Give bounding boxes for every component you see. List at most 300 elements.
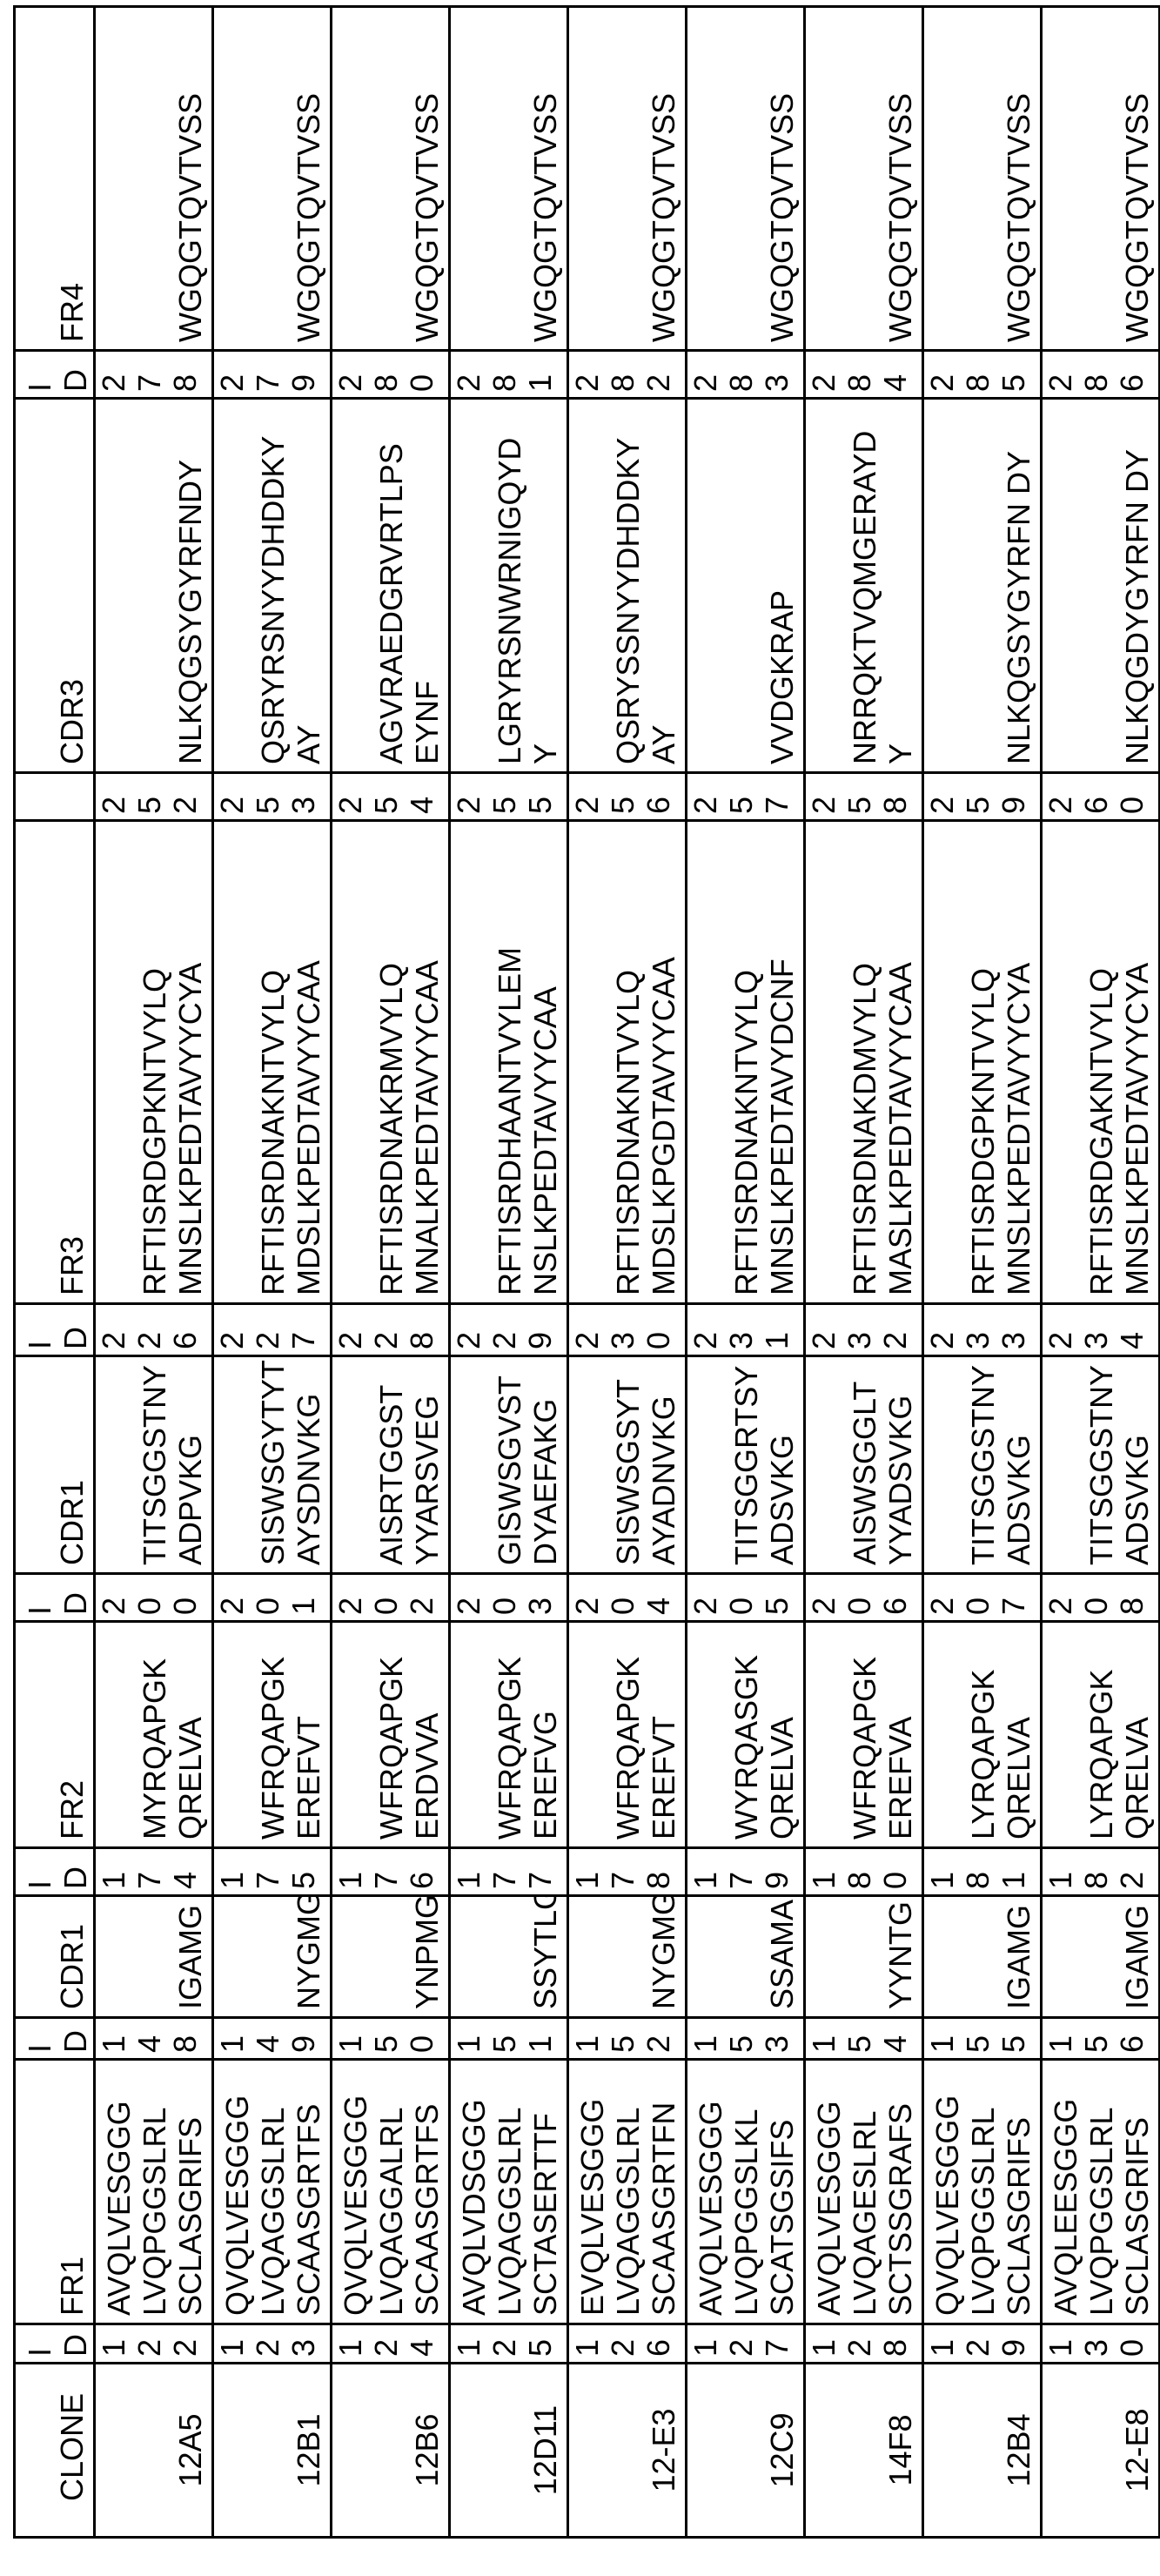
sequence-line: AGVRAEDGRVRTLPS [373,407,409,764]
sequence-line: AVQLVESGGG [811,2068,847,2316]
seq-id-cell [805,1848,923,1896]
cdr3-sequence [95,399,213,773]
cdr1-sequence [450,1896,568,2018]
sequence-line: QRELVA [1119,1630,1155,1840]
fr1-sequence [687,2060,805,2324]
fr2-sequence [450,1622,568,1848]
seq-id-number: 285 [924,373,1031,392]
header-label: ID [22,1870,93,1889]
seq-id-number: 130 [1043,2337,1150,2357]
sequence-line: QSRYRSNYYDHDDKY [255,407,291,764]
sequence-line: ADSVKG [1119,1364,1155,1565]
sequence-line: Y [882,407,918,764]
sequence-line: WGQGTQVTVSS [1001,15,1036,342]
sequence-line: LYRQAPGK [1083,1630,1119,1840]
sequence-line: QVQLVESGGG [338,2068,373,2316]
seq-id-cell [1042,2018,1160,2060]
seq-id-number: 181 [924,1870,1031,1889]
seq-id-number: 148 [96,2034,203,2053]
seq-id-number: 230 [569,1330,676,1349]
cdr1-sequence [923,1896,1042,2018]
header-fr3: FR3 [15,821,95,1304]
sequence-line: AYADNVKG [646,1364,681,1565]
sequence-line: YYNTG [882,1904,918,2009]
seq-id-number: 127 [687,2337,795,2357]
header-seq-id [15,1304,95,1356]
seq-id-cell [923,1304,1042,1356]
table-row [923,7,1042,2538]
sequence-line: NLKQGSYGYRFN DY [1001,407,1036,764]
seq-id-cell [95,2324,213,2364]
seq-id-cell [450,351,568,399]
fr1-sequence [95,2060,213,2324]
seq-id-number: 229 [451,1330,558,1349]
seq-id-number: 207 [924,1596,1031,1615]
sequence-line: NRRQKTVQMGERAYD [847,407,882,764]
sequence-line: SCTSSGRAFS [882,2068,918,2316]
sequence-line: QRELVA [172,1630,208,1840]
fr4-sequence [1042,7,1160,351]
sequence-line: SCLASGRIFS [1119,2068,1155,2316]
sequence-line: WGQGTQVTVSS [646,15,681,342]
clone-name: 12B6 [332,2364,450,2538]
seq-id-number: 233 [924,1330,1031,1349]
sequence-line: RFTISRDHAANTVYLEM [492,829,527,1295]
clone-name: 12-E3 [568,2364,687,2538]
sequence-line: ADSVKG [764,1364,800,1565]
sequence-line: SSYTLG [527,1904,563,2009]
seq-id-cell [805,2324,923,2364]
table-row [568,7,687,2538]
sequence-line: ADSVKG [1001,1364,1036,1565]
seq-id-cell [923,351,1042,399]
seq-id-cell [1042,1574,1160,1622]
sequence-line: LVQAGGALRL [373,2068,409,2316]
table-row [805,7,923,2538]
seq-id-cell [450,773,568,821]
seq-id-number: 282 [569,373,676,392]
sequence-line: AVQLVESGGG [101,2068,137,2316]
sequence-line: LYRQAPGK [965,1630,1001,1840]
seq-id-number: 129 [924,2337,1031,2357]
header-fr4: FR4 [15,7,95,351]
cdr3-sequence [568,399,687,773]
seq-id-number: 252 [96,795,203,814]
seq-id-cell [568,2018,687,2060]
clone-name: 14F8 [805,2364,923,2538]
seq-id-cell [332,1304,450,1356]
sequence-line: RFTISRDGPKNTVYLQ [137,829,172,1295]
seq-id-number: 253 [214,795,321,814]
sequence-line: YYADSVKG [882,1364,918,1565]
sequence-line: EREFVT [646,1630,681,1840]
seq-id-cell [687,1304,805,1356]
cdr1-sequence [687,1896,805,2018]
header-seq-id [15,773,95,821]
seq-id-number: 155 [924,2034,1031,2053]
seq-id-cell [332,351,450,399]
seq-id-cell [805,1304,923,1356]
seq-id-number: 205 [687,1596,795,1615]
sequence-line: WGQGTQVTVSS [172,15,208,342]
seq-id-number: 281 [451,373,558,392]
seq-id-number: 149 [214,2034,321,2053]
table-row [687,7,805,2538]
sequence-line: LVQAGGSLRL [492,2068,527,2316]
sequence-line: IGAMG [172,1904,208,2009]
fr4-sequence [568,7,687,351]
sequence-line: WGQGTQVTVSS [527,15,563,342]
fr2-sequence [805,1622,923,1848]
sequence-line: AY [291,407,326,764]
seq-id-number: 208 [1043,1596,1150,1615]
sequence-line: RFTISRDNAKNTVYLQ [255,829,291,1295]
seq-id-cell [1042,1848,1160,1896]
sequence-line: EVQLVESGGG [574,2068,610,2316]
header-label: ID [22,1596,93,1615]
cdr1-sequence [923,1356,1042,1574]
seq-id-number: 202 [332,1596,439,1615]
sequence-line: MNSLKPEDTAVYYCYA [1119,829,1155,1295]
cdr1-sequence [213,1356,332,1574]
sequence-line: WGQGTQVTVSS [764,15,800,342]
seq-id-cell [923,1574,1042,1622]
header-row [15,7,95,2538]
seq-id-cell [95,773,213,821]
seq-id-number: 201 [214,1596,321,1615]
header-cdr1: CDR1 [15,1356,95,1574]
seq-id-number: 178 [569,1870,676,1889]
seq-id-number: 256 [569,795,676,814]
sequence-line: MNSLKPEDTAVYDCNF [764,829,800,1295]
sequence-line: EREFVG [527,1630,563,1840]
header-fr1: FR1 [15,2060,95,2324]
sequence-line: RFTISRDNAKNTVYLQ [728,829,764,1295]
sequence-line: LVQPGGSLKL [728,2068,764,2316]
cdr1-sequence [1042,1896,1160,2018]
fr1-sequence [213,2060,332,2324]
seq-id-number: 259 [924,795,1031,814]
header-label: ID [22,2034,93,2053]
sequence-line: MYRQAPGK [137,1630,172,1840]
seq-id-number: 232 [806,1330,913,1349]
seq-id-number: 278 [96,373,203,392]
clone-name: 12B4 [923,2364,1042,2538]
seq-id-cell [923,1848,1042,1896]
seq-id-cell [687,1574,805,1622]
fr1-sequence [805,2060,923,2324]
sequence-line: YNPMG [409,1904,445,2009]
sequence-line: ADPVKG [172,1364,208,1565]
seq-id-number: 284 [806,373,913,392]
sequence-line: WGQGTQVTVSS [1119,15,1155,342]
sequence-line: LVQPGGSLRL [965,2068,1001,2316]
fr4-sequence [923,7,1042,351]
sequence-line: NLKQGSYGYRFNDY [172,407,208,764]
sequence-line: QVQLVESGGG [929,2068,965,2316]
sequence-line: MNSLKPEDTAVYYCYA [172,829,208,1295]
sequence-line: WFRQAPGK [610,1630,646,1840]
seq-id-number: 153 [687,2034,795,2053]
cdr3-sequence [450,399,568,773]
sequence-line: WGQGTQVTVSS [882,15,918,342]
header-label: ID [22,2337,93,2357]
cdr3-sequence [1042,399,1160,773]
sequence-line: ERDVVA [409,1630,445,1840]
seq-id-number: 182 [1043,1870,1150,1889]
sequence-line: DYAEFAKG [527,1364,563,1565]
clone-name: 12C9 [687,2364,805,2538]
fr2-sequence [923,1622,1042,1848]
table-row [213,7,332,2538]
sequence-line: WFRQAPGK [255,1630,291,1840]
sequence-line: WYRQASGK [728,1630,764,1840]
sequence-line: SCAASGRTFS [409,2068,445,2316]
seq-id-cell [213,773,332,821]
seq-id-number: 179 [687,1870,795,1889]
seq-id-cell [568,351,687,399]
sequence-line: WFRQAPGK [847,1630,882,1840]
sequence-line: WFRQAPGK [492,1630,527,1840]
sequence-line: AYSDNVKG [291,1364,326,1565]
seq-id-number: 176 [332,1870,439,1889]
seq-id-cell [568,1574,687,1622]
cdr3-sequence [923,399,1042,773]
table-row [1042,7,1160,2538]
seq-id-cell [332,2324,450,2364]
sequence-line: LVQAGESLRL [847,2068,882,2316]
cdr1-sequence [332,1356,450,1574]
seq-id-cell [450,2324,568,2364]
seq-id-cell [95,1848,213,1896]
header-cdr1: CDR1 [15,1896,95,2018]
seq-id-cell [213,1574,332,1622]
clone-name: 12A5 [95,2364,213,2538]
sequence-line: NLKQGDYGYRFN DY [1119,407,1155,764]
seq-id-cell [450,1574,568,1622]
seq-id-cell [805,2018,923,2060]
sequence-line: LVQAGGSLRL [610,2068,646,2316]
seq-id-cell [805,1574,923,1622]
fr2-sequence [95,1622,213,1848]
fr2-sequence [568,1622,687,1848]
seq-id-number: 128 [806,2337,913,2357]
cdr3-sequence [332,399,450,773]
cdr3-sequence [213,399,332,773]
fr2-sequence [687,1622,805,1848]
sequence-line: LVQAGGSLRL [255,2068,291,2316]
sequence-line: QRELVA [764,1630,800,1840]
header-seq-id [15,1848,95,1896]
sequence-line: QSRYSSNYYDHDDKY [610,407,646,764]
seq-id-number: 200 [96,1596,203,1615]
seq-id-cell [568,773,687,821]
sequence-line: EYNF [409,407,445,764]
table-row [450,7,568,2538]
sequence-line: IGAMG [1001,1904,1036,2009]
seq-id-cell [923,2018,1042,2060]
sequence-line: RFTISRDNAKRMVYLQ [373,829,409,1295]
cdr1-sequence [450,1356,568,1574]
seq-id-cell [687,351,805,399]
sequence-line: MDSLKPEDTAVYYCAA [291,829,326,1295]
sequence-line: RFTISRDNAKNTVYLQ [610,829,646,1295]
clone-name: 12B1 [213,2364,332,2538]
fr4-sequence [450,7,568,351]
sequence-line: SCLASGRIFS [1001,2068,1036,2316]
cdr1-sequence [568,1896,687,2018]
seq-id-number: 204 [569,1596,676,1615]
clone-name: 12-E8 [1042,2364,1160,2538]
sequence-line: NYGMG [291,1904,326,2009]
seq-id-number: 260 [1043,795,1150,814]
seq-id-cell [213,1848,332,1896]
clone-name: 12D11 [450,2364,568,2538]
seq-id-cell [332,1574,450,1622]
seq-id-cell [1042,2324,1160,2364]
seq-id-cell [450,1848,568,1896]
seq-id-cell [805,351,923,399]
sequence-line: GISWSGVST [492,1364,527,1565]
seq-id-number: 227 [214,1330,321,1349]
seq-id-cell [95,351,213,399]
sequence-table [13,5,1160,2539]
seq-id-number: 124 [332,2337,439,2357]
seq-id-cell [213,351,332,399]
seq-id-number: 206 [806,1596,913,1615]
fr2-sequence [213,1622,332,1848]
table-row [95,7,213,2538]
fr3-sequence [95,821,213,1304]
sequence-line: AY [646,407,681,764]
seq-id-number: 258 [806,795,913,814]
seq-id-cell [1042,351,1160,399]
cdr1-sequence [1042,1356,1160,1574]
sequence-line: SCTASERTTF [527,2068,563,2316]
seq-id-number: 226 [96,1330,203,1349]
seq-id-number: 203 [451,1596,558,1615]
sequence-line: LVQPGGSLRL [1083,2068,1119,2316]
fr3-sequence [332,821,450,1304]
seq-id-cell [332,773,450,821]
fr4-sequence [687,7,805,351]
sequence-line: TITSGGSTNY [137,1364,172,1565]
seq-id-cell [687,2324,805,2364]
seq-id-cell [213,2018,332,2060]
fr4-sequence [332,7,450,351]
seq-id-number: 152 [569,2034,676,2053]
sequence-line: QVQLVESGGG [219,2068,255,2316]
header-seq-id [15,351,95,399]
fr3-sequence [450,821,568,1304]
sequence-line: RFTISRDNAKDMVYLQ [847,829,882,1295]
fr3-sequence [1042,821,1160,1304]
sequence-line: SSAMA [764,1904,800,2009]
seq-id-cell [687,2018,805,2060]
cdr1-sequence [332,1896,450,2018]
seq-id-cell [332,1848,450,1896]
fr1-sequence [332,2060,450,2324]
seq-id-number: 231 [687,1330,795,1349]
cdr3-sequence [805,399,923,773]
sequence-line: SCAASGRTFN [646,2068,681,2316]
sequence-line: MDSLKPGDTAVYYCAA [646,829,681,1295]
fr1-sequence [450,2060,568,2324]
fr1-sequence [568,2060,687,2324]
seq-id-number: 177 [451,1870,558,1889]
seq-id-cell [332,2018,450,2060]
seq-id-cell [687,1848,805,1896]
seq-id-cell [95,2018,213,2060]
seq-id-cell [568,2324,687,2364]
sequence-line: AISRTGGST [373,1364,409,1565]
fr1-sequence [1042,2060,1160,2324]
sequence-line: TITSGGSTNY [1083,1364,1119,1565]
sequence-line: MASLKPEDTAVYYCAA [882,829,918,1295]
sequence-line: RFTISRDGAKNTVYLQ [1083,829,1119,1295]
sequence-line: AVQLVDSGGG [456,2068,492,2316]
seq-id-cell [687,773,805,821]
sequence-line: AVQLEESGGG [1048,2068,1083,2316]
fr3-sequence [568,821,687,1304]
seq-id-cell [450,2018,568,2060]
fr1-sequence [923,2060,1042,2324]
sequence-line: WGQGTQVTVSS [291,15,326,342]
header-label: ID [22,373,93,392]
sequence-line: QRELVA [1001,1630,1036,1840]
seq-id-cell [1042,773,1160,821]
seq-id-cell [805,773,923,821]
cdr1-sequence [805,1896,923,2018]
header-seq-id [15,2018,95,2060]
seq-id-number: 283 [687,373,795,392]
fr4-sequence [95,7,213,351]
seq-id-cell [450,1304,568,1356]
sequence-line: TITSGGRTSY [728,1364,764,1565]
seq-id-cell [95,1574,213,1622]
fr3-sequence [923,821,1042,1304]
table-row [332,7,450,2538]
cdr1-sequence [568,1356,687,1574]
fr2-sequence [332,1622,450,1848]
seq-id-number: 150 [332,2034,439,2053]
cdr3-sequence [687,399,805,773]
sequence-line: SISWSGSYT [610,1364,646,1565]
cdr1-sequence [95,1896,213,2018]
sequence-line: YYARSVEG [409,1364,445,1565]
sequence-line: EREFVT [291,1630,326,1840]
sequence-line: RFTISRDGPKNTVYLQ [965,829,1001,1295]
seq-id-number: 123 [214,2337,321,2357]
fr4-sequence [805,7,923,351]
cdr1-sequence [805,1356,923,1574]
cdr1-sequence [213,1896,332,2018]
seq-id-number: 126 [569,2337,676,2357]
sequence-line: WFRQAPGK [373,1630,409,1840]
seq-id-number: 254 [332,795,439,814]
seq-id-number: 175 [214,1870,321,1889]
header-seq-id [15,1574,95,1622]
sequence-line: SCATSGSIFS [764,2068,800,2316]
sequence-line: EREFVA [882,1630,918,1840]
sequence-line: IGAMG [1119,1904,1155,2009]
sequence-line: SISWSGYTYT [255,1364,291,1565]
cdr1-sequence [95,1356,213,1574]
seq-id-number: 151 [451,2034,558,2053]
seq-id-number: 156 [1043,2034,1150,2053]
fr3-sequence [213,821,332,1304]
seq-id-cell [95,1304,213,1356]
